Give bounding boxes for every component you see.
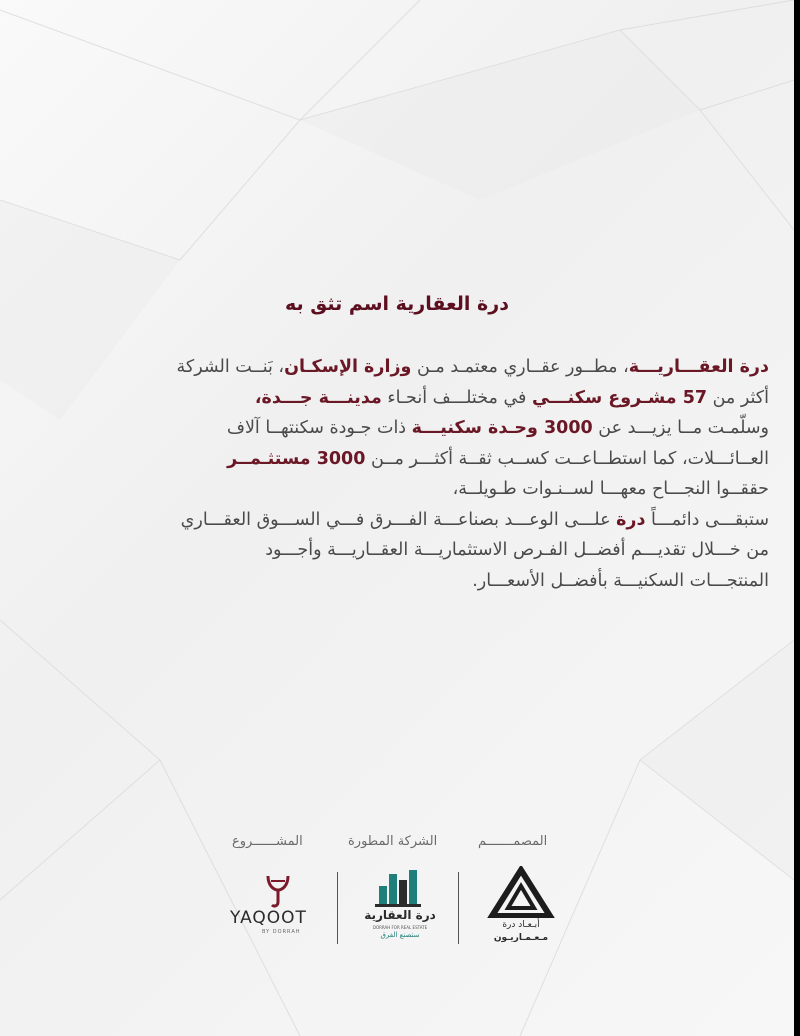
- investors-count: 3000 مستثـمــر: [227, 448, 366, 469]
- text-segment: أكثر من: [707, 387, 769, 408]
- ministry-name: وزارة الإسكـان: [284, 357, 412, 377]
- city-name: مدينـــة جـــدة،: [254, 387, 382, 408]
- designer-label: المصمـــــــم: [478, 834, 548, 849]
- text-segment: في مختلـــف أنحـاء: [381, 387, 532, 408]
- paragraph-line-5: حققــوا النجـــاح معهـــا لســنـوات طـويلــة،: [452, 479, 769, 499]
- abaad-logo: [486, 866, 556, 950]
- text-segment: علـــى الوعـــد بصناعـــة الفـــرق فـــي الســـوق العقـــاري: [180, 509, 617, 530]
- dorrah-logo: [355, 868, 445, 950]
- page-title: درة العقارية اسم تثق به: [285, 293, 509, 315]
- text-segment: العــائـــلات، كما استطــاعــت كســب ثقــة أكثـــر مــن: [365, 448, 769, 469]
- paragraph-line-4: [19, 444, 769, 475]
- dorrah-emblem-icon: [355, 868, 445, 908]
- yaqoot-emblem-icon: [228, 872, 328, 908]
- dorrah-slogan: ستصنع الفرق: [380, 931, 420, 939]
- paragraph-line-3: [19, 413, 769, 444]
- paragraph-line-2: [19, 383, 769, 414]
- developer-label: الشركة المطورة: [348, 834, 438, 849]
- company-name: درة العقـــاريـــة: [628, 357, 769, 377]
- triangle-emblem-icon: [486, 866, 556, 918]
- brand-word: درة: [616, 509, 646, 530]
- yaqoot-logo: [228, 872, 328, 942]
- paragraph-line-8: المنتجـــات السكنيـــة بأفضــل الأسعـــار.: [472, 570, 769, 591]
- text-segment: وسلّمـت مــا يزيـــد عن: [592, 418, 769, 438]
- paragraph-line-7: من خـــلال تقديـــم أفضــل الفـرص الاستثماريـــة العقــاريـــة وأجـــود: [265, 540, 769, 560]
- credits-divider-left: [337, 872, 338, 944]
- yaqoot-name: YAQOOT: [230, 908, 307, 928]
- projects-count: 57 مشـروع سكنـــي: [531, 387, 708, 408]
- text-segment: ، بَنــت الشركة: [176, 357, 285, 377]
- text-segment: ، مطــور عقــاري معتمـد مـن: [411, 357, 629, 377]
- paragraph-line-6: [19, 505, 769, 536]
- units-count: 3000 وحـدة سكنيـــة: [411, 418, 593, 438]
- abaad-line-1: أبـعـاد درة: [502, 920, 540, 930]
- yaqoot-sub: BY DORRAH: [262, 929, 301, 935]
- abaad-line-2: مـعـمـاريـون: [493, 933, 549, 943]
- dorrah-english-name: DORRAH FOR REAL ESTATE: [372, 925, 428, 930]
- dorrah-arabic-name: درة العقارية: [364, 908, 436, 922]
- about-paragraph: [19, 352, 769, 596]
- text-segment: ذات جـودة سكنتهــا آلاف: [226, 418, 412, 438]
- paragraph-line-1: [19, 352, 769, 383]
- project-label: المشــــــروع: [232, 834, 303, 849]
- text-segment: ستبقـــى دائمـــاً: [645, 509, 769, 530]
- credits-divider-right: [458, 872, 459, 944]
